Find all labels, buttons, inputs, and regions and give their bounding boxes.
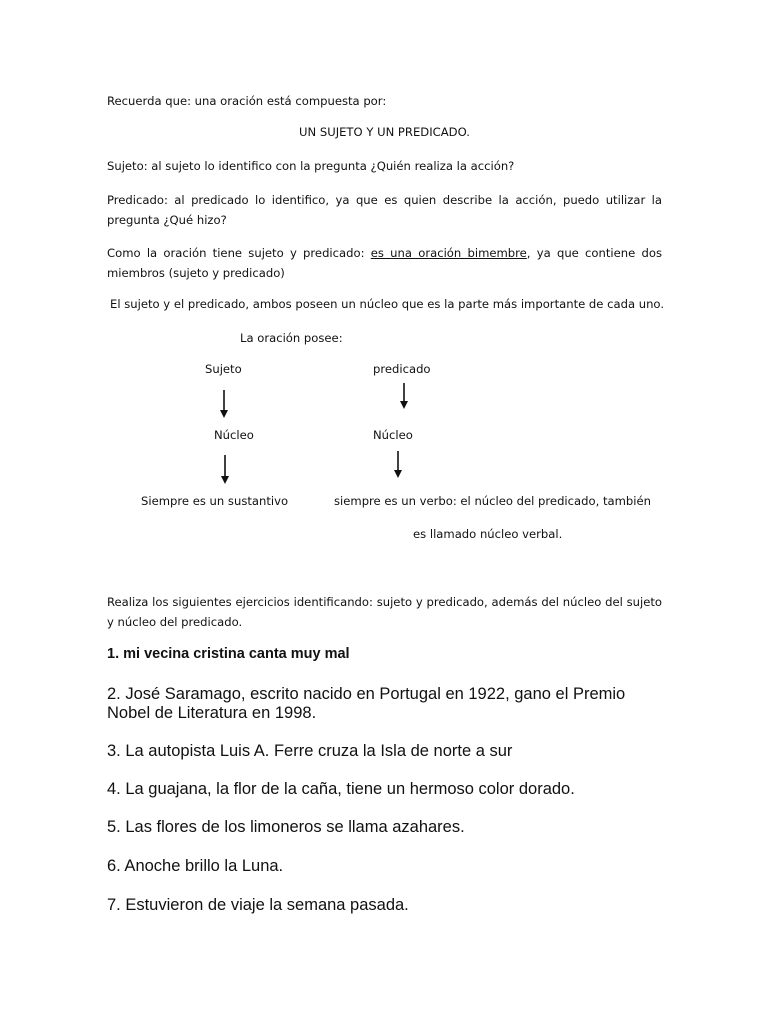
diagram-sujeto-description: Siempre es un sustantivo — [141, 494, 289, 508]
predicado-definition: Predicado: al predicado lo identifico, ya que es quien describe la acción, puedo utilizar la pregunta ¿Qué hizo? — [107, 193, 662, 227]
diagram-predicado-description-line1: siempre es un verbo: el núcleo del predicado, también — [334, 494, 651, 508]
intro-recuerda: Recuerda que: una oración está compuesta por: — [107, 94, 387, 108]
page-headline: UN SUJETO Y UN PREDICADO. — [299, 125, 470, 139]
exercise-instructions: Realiza los siguientes ejercicios identificando: sujeto y predicado, además del núcleo del sujeto y núcleo del predicado. — [107, 595, 662, 629]
exercise-item-1: 1. mi vecina cristina canta muy mal — [107, 646, 350, 662]
bimembre-text-end: , ya que contiene dos miembros (sujeto y predicado) — [107, 246, 662, 280]
nucleo-note: El sujeto y el predicado, ambos poseen un núcleo que es la parte más importante de cada uno. — [110, 297, 665, 311]
diagram-sujeto-nucleo: Núcleo — [214, 428, 254, 442]
exercise-item-4: 4. La guajana, la flor de la caña, tiene un hermoso color dorado. — [107, 780, 575, 798]
down-arrow-icon — [218, 390, 230, 420]
diagram-predicado-label: predicado — [373, 362, 431, 376]
exercise-item-5: 5. Las flores de los limoneros se llama azahares. — [107, 818, 465, 836]
exercise-item-6: 6. Anoche brillo la Luna. — [107, 857, 284, 875]
exercise-item-7: 7. Estuvieron de viaje la semana pasada. — [107, 896, 409, 914]
diagram-sujeto-label: Sujeto — [205, 362, 242, 376]
down-arrow-icon — [398, 383, 410, 413]
exercise-item-2: 2. José Saramago, escrito nacido en Portugal en 1922, gano el Premio Nobel de Literatura en 1998. — [107, 685, 626, 722]
sujeto-definition: Sujeto: al sujeto lo identifico con la pregunta ¿Quién realiza la acción? — [107, 159, 515, 173]
diagram-predicado-nucleo: Núcleo — [373, 428, 413, 442]
diagram-predicado-description-line2: es llamado núcleo verbal. — [413, 527, 563, 541]
diagram-title: La oración posee: — [240, 331, 343, 345]
bimembre-paragraph — [107, 243, 662, 283]
bimembre-underlined-term: es una oración bimembre — [370, 246, 527, 260]
exercise-item-3: 3. La autopista Luis A. Ferre cruza la Isla de norte a sur — [107, 742, 513, 760]
down-arrow-icon — [392, 451, 404, 483]
bimembre-text-start: Como la oración tiene sujeto y predicado: — [107, 246, 371, 260]
down-arrow-icon — [219, 455, 231, 487]
